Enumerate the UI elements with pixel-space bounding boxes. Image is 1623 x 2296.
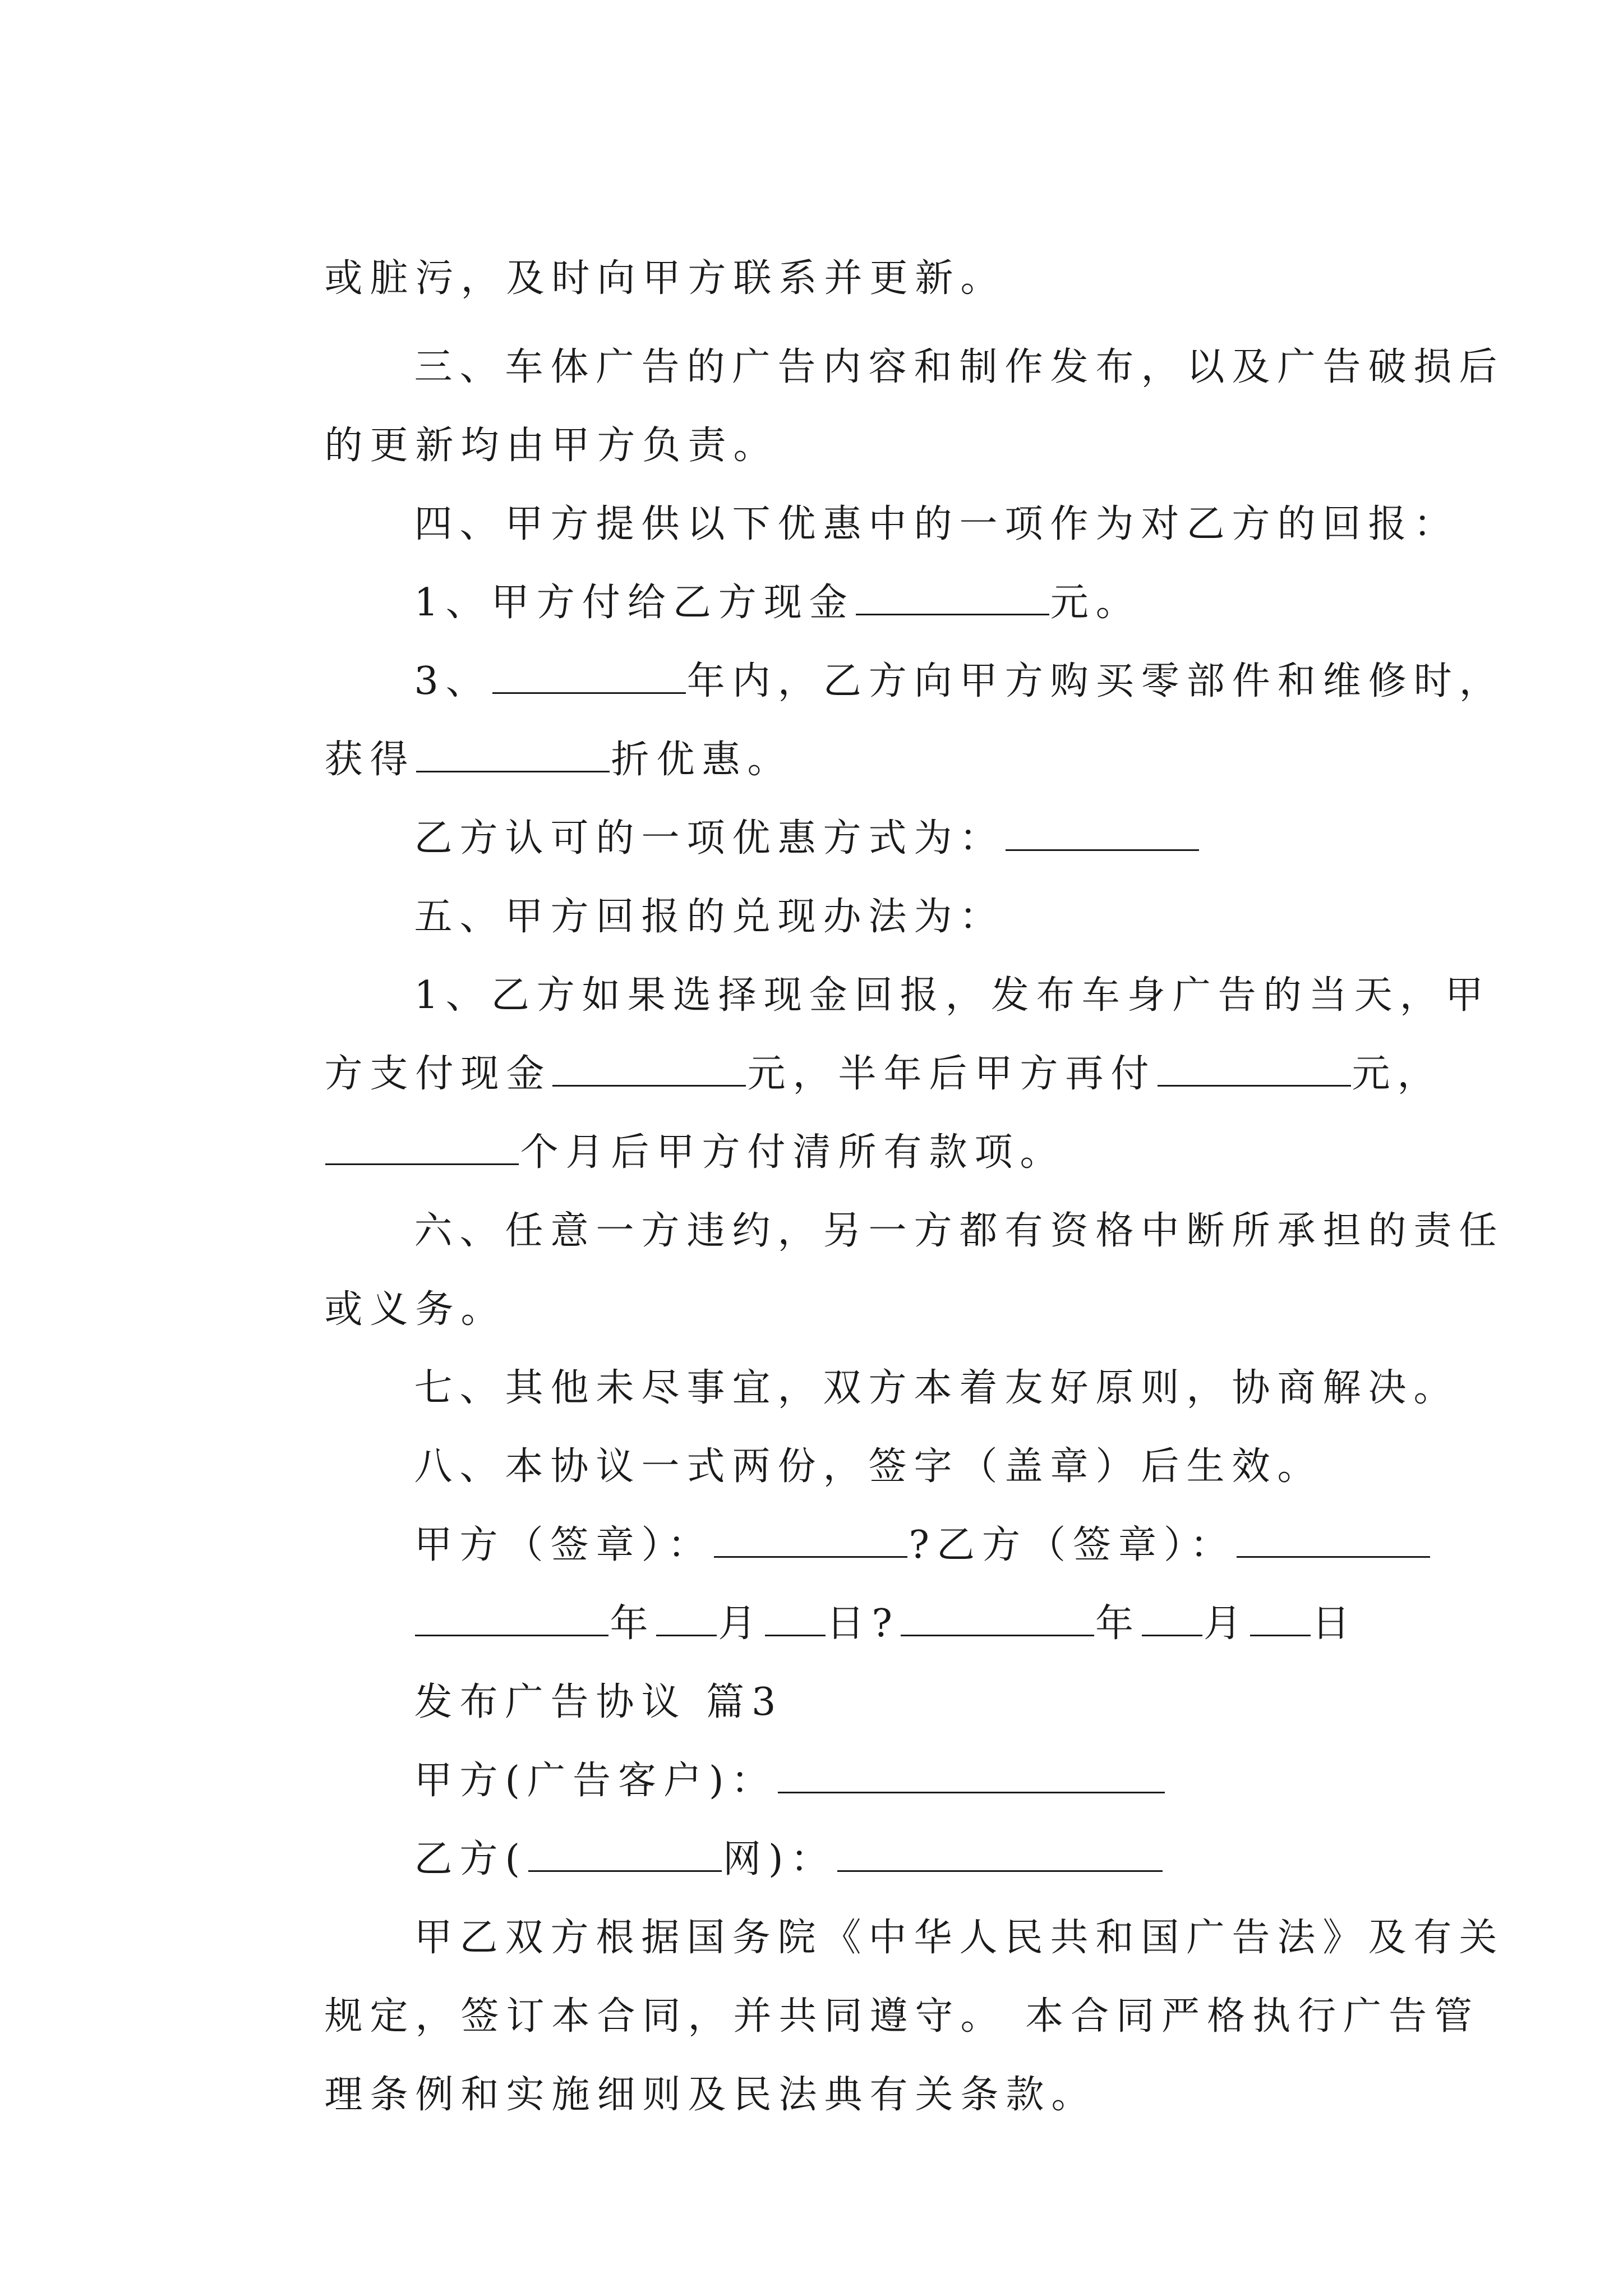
text: 日?	[826, 1602, 900, 1646]
text: 甲方(广告客户)：	[414, 1759, 777, 1803]
text: 规定，签订本合同，并共同遵守。 本合同严格执行广告管	[324, 1994, 1480, 2039]
text: 七、其他未尽事宜，双方本着友好原则，协商解决。	[414, 1366, 1459, 1410]
text: 元。	[1050, 581, 1141, 625]
blank-field	[1250, 1600, 1311, 1636]
text: 甲方（签章）：	[414, 1523, 713, 1567]
text: 乙方(	[414, 1837, 527, 1881]
text: 个月后甲方付清所有款项。	[520, 1130, 1066, 1175]
text: 1、乙方如果选择现金回报，发布车身广告的当天，甲	[414, 973, 1491, 1018]
blank-field	[1158, 1050, 1351, 1087]
text: 方支付现金	[324, 1052, 552, 1096]
blank-field	[1006, 815, 1199, 851]
text: 1、甲方付给乙方现金	[414, 581, 855, 625]
text: 月	[1203, 1602, 1249, 1646]
text: ?乙方（签章）：	[909, 1523, 1235, 1567]
text: 元，	[1352, 1052, 1443, 1096]
text: 年内，乙方向甲方购买零部件和维修时，	[686, 659, 1505, 703]
text: 理条例和实施细则及民法典有关条款。	[324, 2073, 1097, 2117]
text: 年	[610, 1602, 656, 1646]
text: 月	[718, 1602, 764, 1646]
text: 折优惠。	[611, 738, 793, 782]
blank-field	[901, 1600, 1094, 1636]
text: 八、本协议一式两份，签字（盖章）后生效。	[414, 1444, 1323, 1489]
text: 四、甲方提供以下优惠中的一项作为对乙方的回报：	[414, 502, 1459, 546]
text: 3、	[414, 659, 491, 703]
text: 三、车体广告的广告内容和制作发布，以及广告破损后	[414, 345, 1505, 389]
text: 元，半年后甲方再付	[747, 1052, 1156, 1096]
text: 或义务。	[324, 1287, 506, 1332]
clause-6-line-1	[336, 1156, 1504, 1307]
text: 甲乙双方根据国务院《中华人民共和国广告法》及有关	[414, 1916, 1505, 1960]
preamble-line-3	[247, 2019, 1096, 2171]
text: 年	[1095, 1602, 1141, 1646]
blank-field	[1142, 1600, 1202, 1636]
text: 的更新均由甲方负责。	[324, 424, 779, 468]
text: 五、甲方回报的兑现办法为：	[414, 895, 1005, 939]
text: 或脏污，及时向甲方联系并更新。	[324, 256, 1006, 301]
text: 发布广告协议 篇3	[414, 1680, 783, 1724]
text: 六、任意一方违约，另一方都有资格中断所承担的责任	[414, 1209, 1505, 1253]
text: 获得	[324, 738, 416, 782]
text: 日	[1312, 1602, 1358, 1646]
text: 乙方认可的一项优惠方式为：	[414, 816, 1005, 861]
text: 网)：	[723, 1837, 836, 1881]
